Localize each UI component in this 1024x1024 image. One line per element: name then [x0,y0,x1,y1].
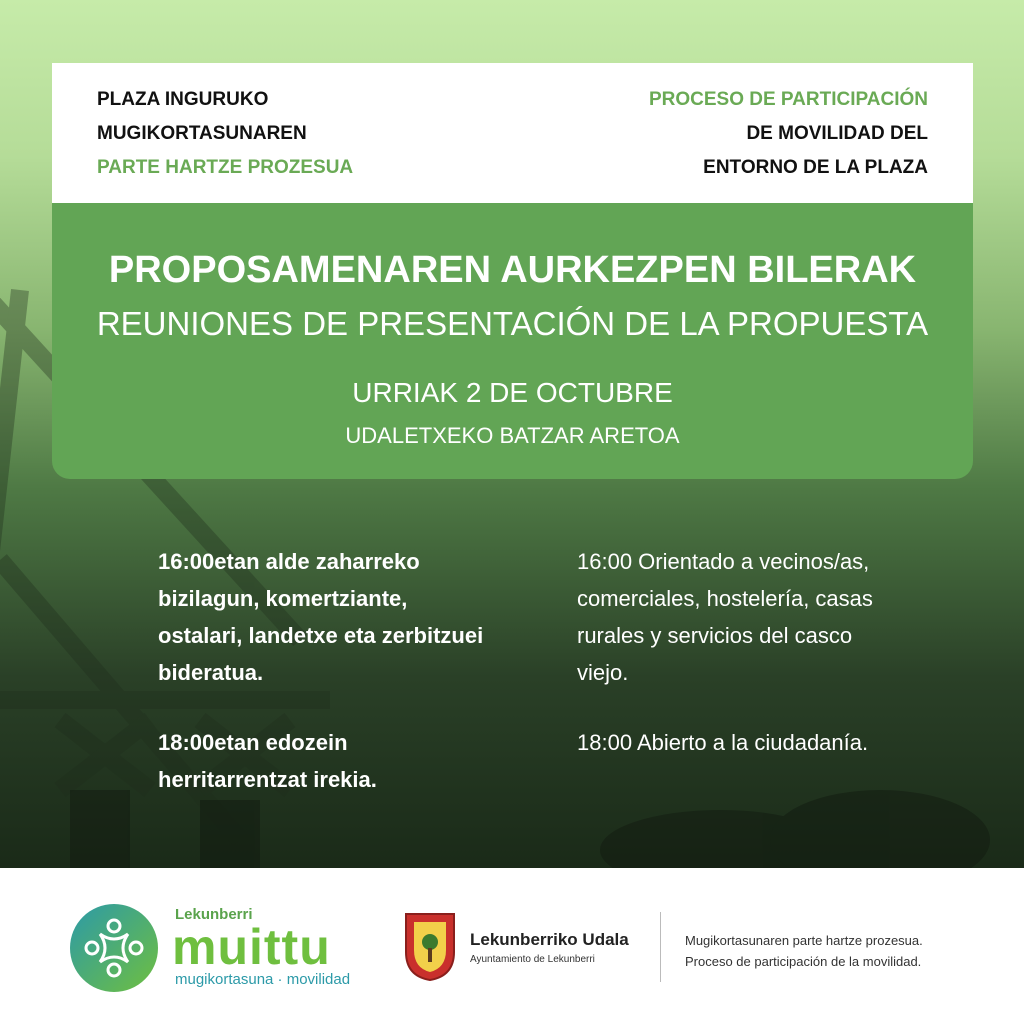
brand-muittu: muittu [172,919,331,975]
header-left-line1: PLAZA INGURUKO [97,89,269,110]
header-basque [97,83,353,185]
banner-title-spanish: REUNIONES DE PRESENTACIÓN DE LA PROPUESTA [96,305,929,342]
banner-title-basque: PROPOSAMENAREN AURKEZPEN BILERAK [108,249,917,291]
brand-lekunberri: Lekunberri [175,906,253,923]
footer-divider [660,912,661,982]
coat-of-arms-icon [404,912,456,982]
header-spanish [649,83,928,185]
banner-date: URRIAK 2 DE OCTUBRE [352,377,673,408]
schedule-spanish [577,543,907,794]
header-left-line2: MUGIKORTASUNAREN [97,123,307,144]
footer [0,868,1024,1024]
header-card [52,63,973,203]
muittu-logo-icon [70,904,158,992]
footer-note [685,930,923,972]
meeting-banner [52,203,973,479]
schedule-eu-1600: 16:00etan alde zaharreko bizilagun, komertziante, ostalari, landetxe eta zerbitzuei bideratua. [158,549,484,685]
header-right-line2: DE MOVILIDAD DEL [746,123,928,144]
footer-note-basque: Mugikortasunaren parte hartze prozesua. [685,933,923,948]
footer-note-spanish: Proceso de participación de la movilidad. [685,954,922,969]
brand-tagline: mugikortasuna · movilidad [175,971,351,988]
schedule-es-1800: 18:00 Abierto a la ciudadanía. [577,730,869,755]
header-right-line1: PROCESO DE PARTICIPACIÓN [648,89,928,110]
udala-subtitle: Ayuntamiento de Lekunberri [470,954,595,965]
schedule-basque [158,543,488,831]
schedule-es-1600: 16:00 Orientado a vecinos/as, comerciales, hostelería, casas rurales y servicios del casco viejo. [577,549,873,685]
header-right-line3: ENTORNO DE LA PLAZA [703,157,928,178]
schedule-eu-1800: 18:00etan edozein herritarrentzat irekia. [158,730,377,792]
udala-title: Lekunberriko Udala [470,930,629,949]
banner-place: UDALETXEKO BATZAR ARETOA [345,423,680,448]
header-left-line3: PARTE HARTZE PROZESUA [97,157,354,178]
